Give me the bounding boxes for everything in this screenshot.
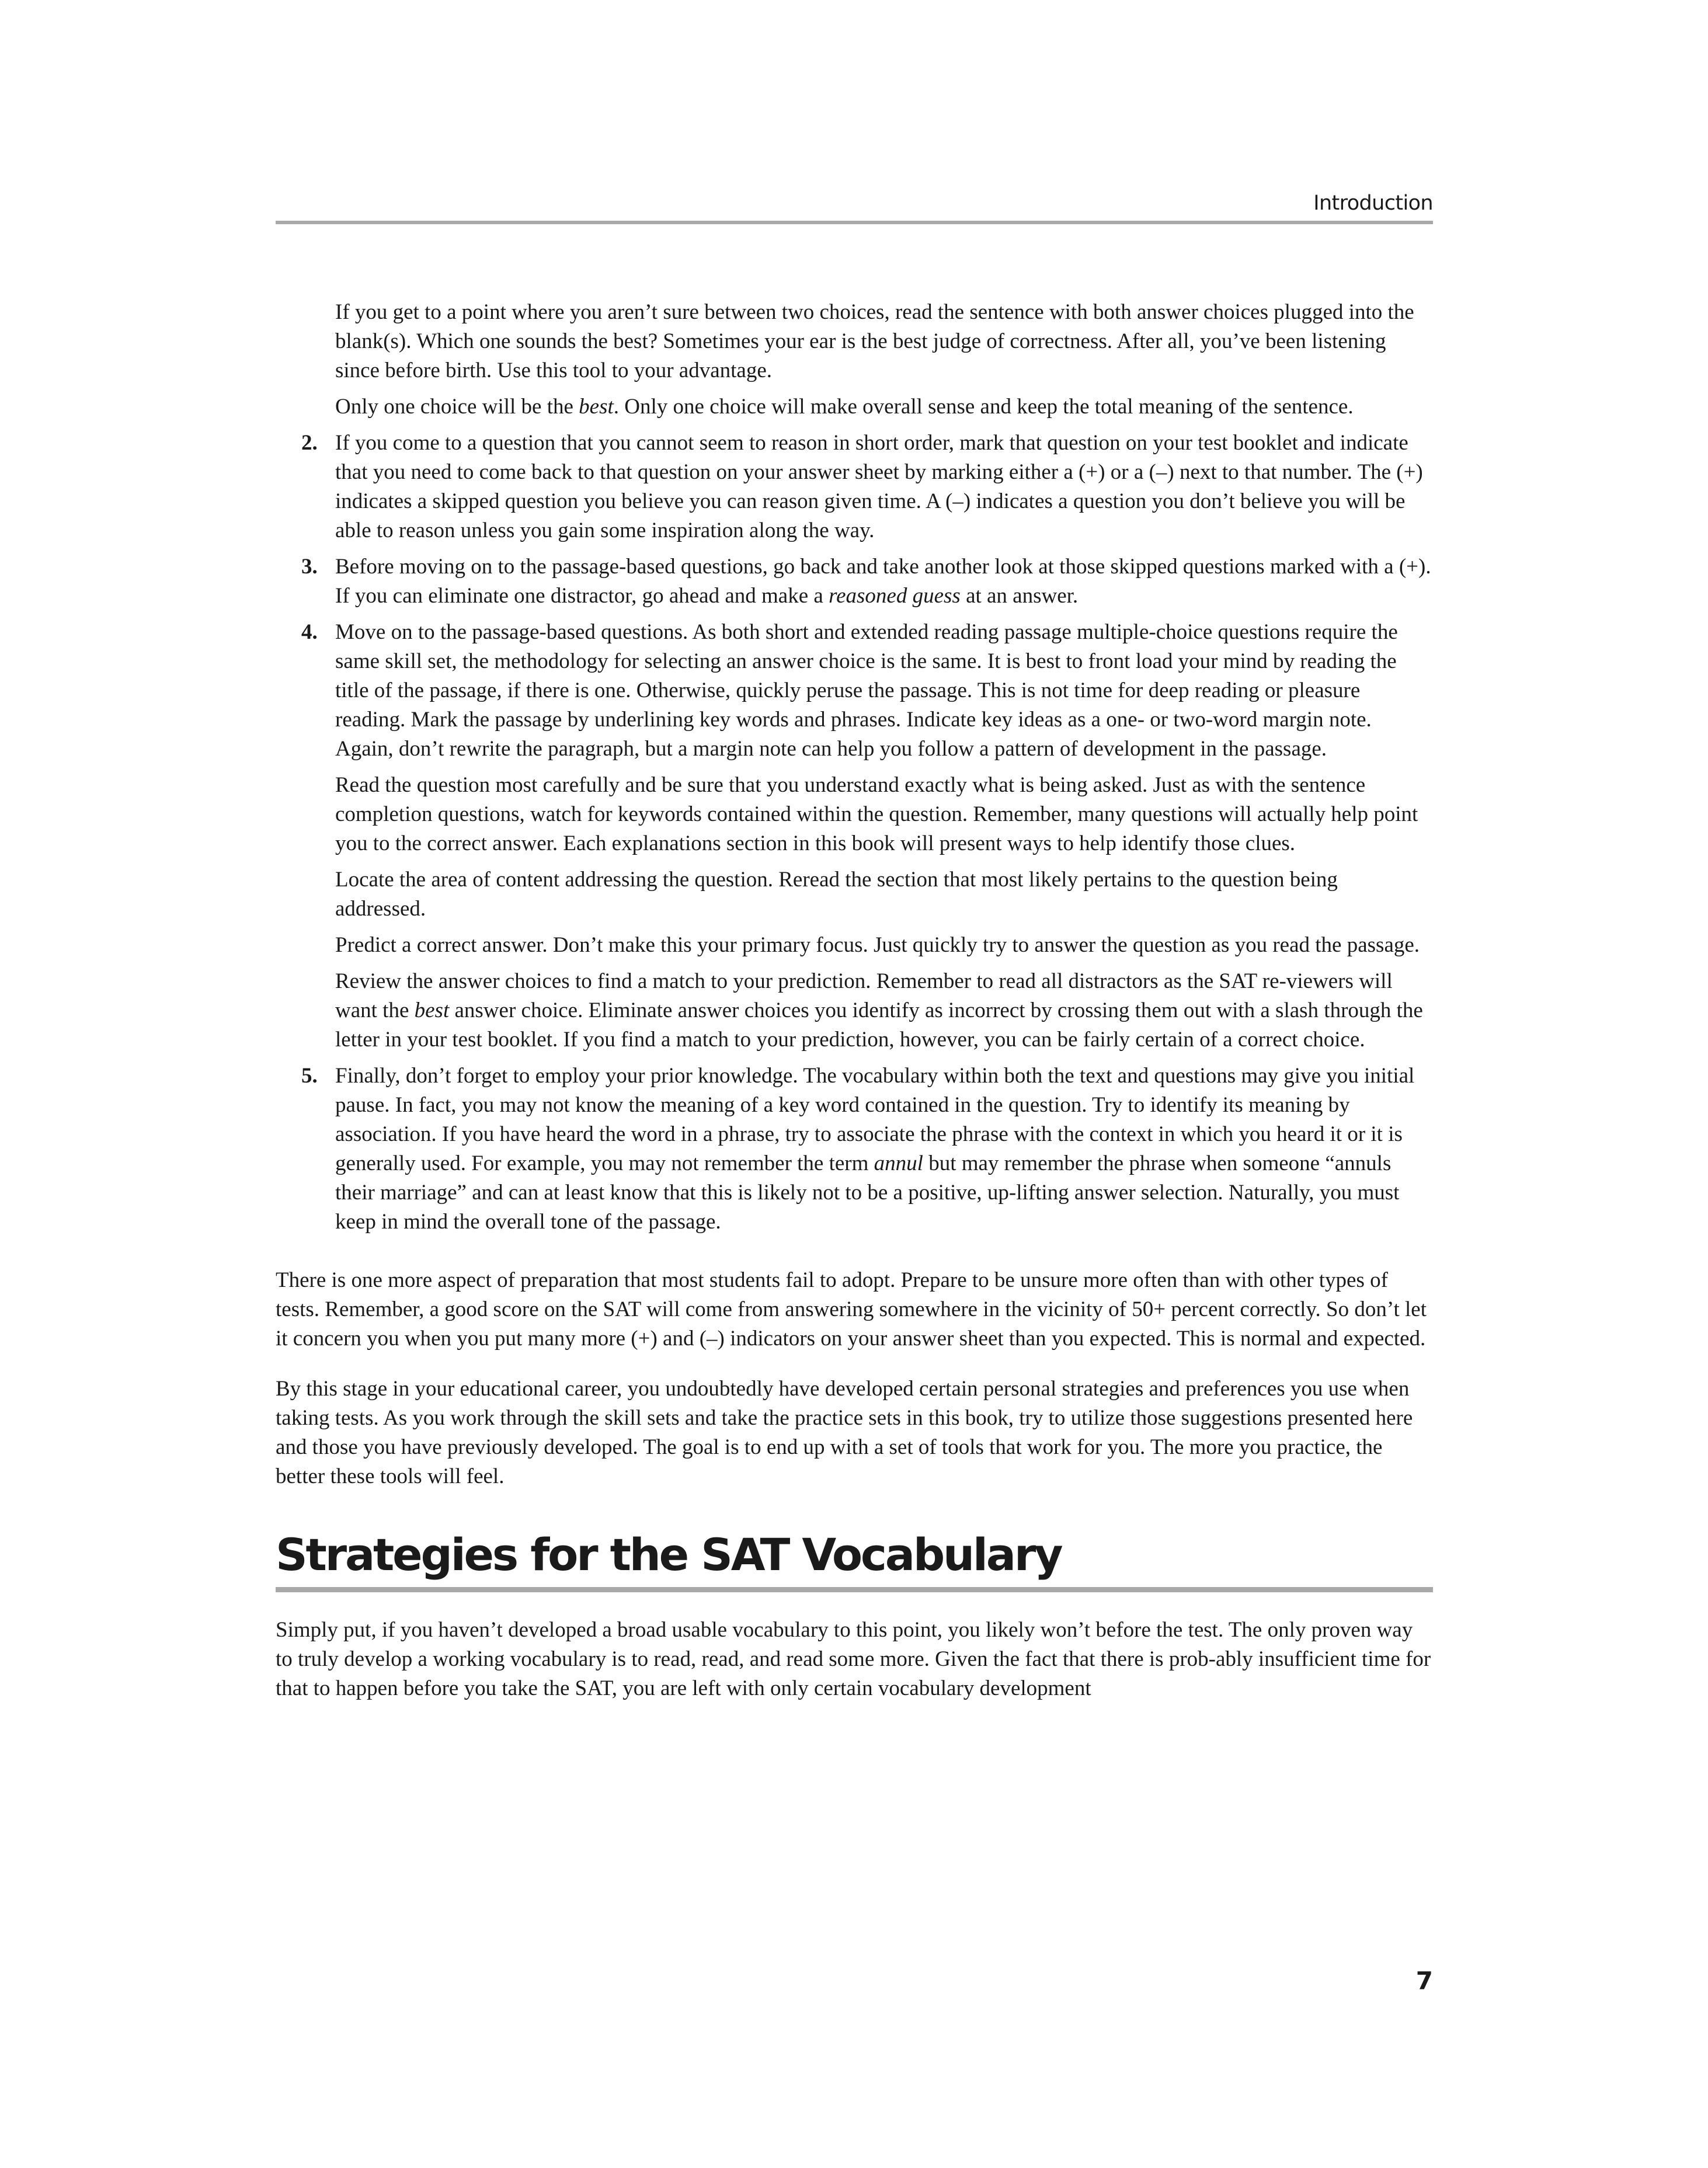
list-item	[276, 1062, 1433, 1237]
list-item-subparagraph: Locate the area of content addressing the question. Reread the section that most likely pertains to the question being addressed.	[335, 868, 1338, 921]
body-paragraph: By this stage in your educational career, you undoubtedly have developed certain personal strategies and preferences you use when taking tests. As you work through the skill sets and take the practice sets in this book, try to utilize those suggestions presented here and those you have previously developed. The goal is to end up with a set of tools that work for you. The more you practice, the better these tools will feel.	[276, 1377, 1413, 1488]
body-paragraph: Simply put, if you haven’t developed a broad usable vocabulary to this point, you likely won’t before the test. The only proven way to truly develop a working vocabulary is to read, read, and read some more. Given the fact that there is prob-ably insufficient time for that to happen before you take the SAT, you are left with only certain vocabulary development	[276, 1618, 1431, 1700]
running-header-title: Introduction	[1313, 192, 1433, 215]
list-item	[276, 618, 1433, 1055]
list-number: 3.	[301, 555, 318, 579]
page-number: 7	[1415, 1967, 1433, 1995]
list-item-text: Finally, don’t forget to employ your prior knowledge. The vocabulary within both the text and questions may give you initial pause. In fact, you may not know the meaning of a key word contained in the question. Try to identify its meaning by association. If you have heard the word in a phrase, try to associate the phrase with the context in which you heard it or it is generally used. For example, you may not remember the term annul but may remember the phrase when someone “annuls their marriage” and can at least know that this is likely not to be a positive, up-lifting answer selection. Naturally, you must keep in mind the overall tone of the passage.	[335, 1064, 1415, 1234]
list-item-subparagraph: Read the question most carefully and be sure that you understand exactly what is being asked. Just as with the sentence completion questions, watch for keywords contained within the question. Remember, many questions will actually help point you to the correct answer. Each explanations section in this book will present ways to help identify those clues.	[335, 773, 1418, 855]
section-heading: Strategies for the SAT Vocabulary	[276, 1529, 1062, 1581]
list-item	[276, 429, 1433, 545]
page-body	[276, 298, 1433, 1703]
list-item-text: If you come to a question that you cannot seem to reason in short order, mark that question on your test booklet and indicate that you need to come back to that question on your answer sheet by marking either a (+) or a (–) next to that number. The (+) indicates a skipped question you believe you can reason given time. A (–) indicates a question you don’t believe you will be able to reason unless you gain some inspiration along the way.	[335, 431, 1423, 542]
list-number: 2.	[301, 431, 318, 455]
body-paragraph: If you get to a point where you aren’t sure between two choices, read the sentence with both answer choices plugged into the blank(s). Which one sounds the best? Sometimes your ear is the best judge of correctness. After all, you’ve been listening since before birth. Use this tool to your advantage.	[335, 300, 1414, 382]
list-item-subparagraph: Review the answer choices to find a match to your prediction. Remember to read all distractors as the SAT re-viewers will want the best answer choice. Eliminate answer choices you identify as incorrect by crossing them out with a slash through the letter in your test booklet. If you find a match to your prediction, however, you can be fairly certain of a correct choice.	[335, 969, 1423, 1052]
section-heading-block	[276, 1529, 1433, 1592]
list-number: 4.	[301, 620, 318, 644]
list-item-text: Before moving on to the passage-based questions, go back and take another look at those skipped questions marked with a (+). If you can eliminate one distractor, go ahead and make a reasoned guess at an answer.	[335, 555, 1431, 608]
list-item-text: Move on to the passage-based questions. As both short and extended reading passage multiple-choice questions require the same skill set, the methodology for selecting an answer choice is the same. It is best to front load your mind by reading the title of the passage, if there is one. Otherwise, quickly peruse the passage. This is not time for deep reading or pleasure reading. Mark the passage by underlining key words and phrases. Indicate key ideas as a one- or two-word margin note. Again, don’t rewrite the paragraph, but a margin note can help you follow a pattern of development in the passage.	[335, 620, 1398, 761]
body-paragraph: Only one choice will be the best. Only one choice will make overall sense and keep the total meaning of the sentence.	[335, 395, 1354, 419]
list-item-subparagraph: Predict a correct answer. Don’t make this your primary focus. Just quickly try to answer the question as you read the passage.	[335, 933, 1420, 957]
list-item	[276, 552, 1433, 611]
body-paragraph: There is one more aspect of preparation that most students fail to adopt. Prepare to be unsure more often than with other types of tests. Remember, a good score on the SAT will come from answering somewhere in the vicinity of 50+ percent correctly. So don’t let it concern you when you put many more (+) and (–) indicators on your answer sheet than you expected. This is normal and expected.	[276, 1268, 1427, 1351]
running-header	[276, 186, 1433, 224]
list-number: 5.	[301, 1064, 318, 1088]
